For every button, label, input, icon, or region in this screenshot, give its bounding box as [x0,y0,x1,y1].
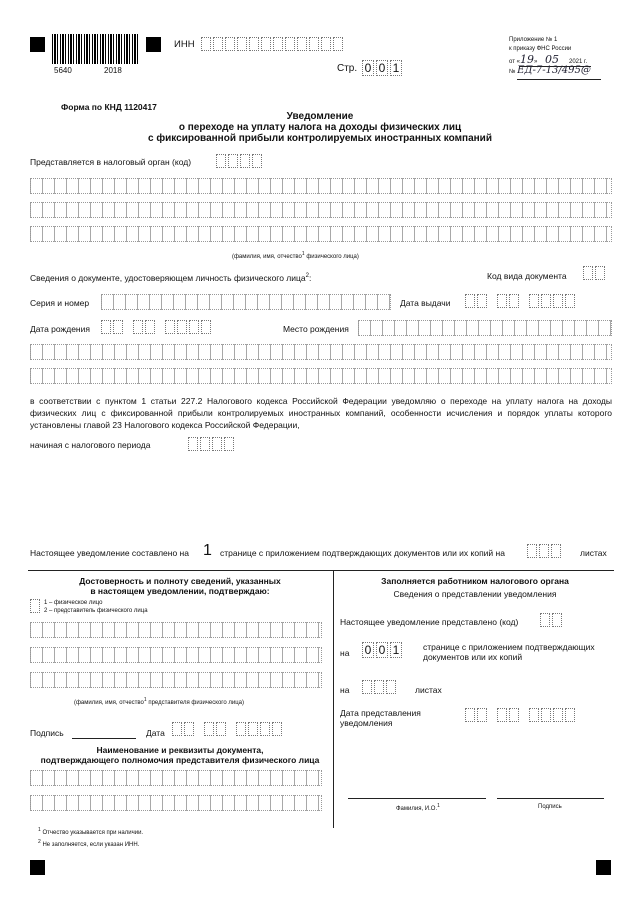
footnote-2 [38,838,139,849]
birth-date-label: Дата рождения [30,324,90,334]
confirmer-type-field[interactable] [30,599,42,613]
footnote-2-sup: 2 [38,839,41,845]
rep-fio-caption-sup: 1 [143,697,147,703]
officer-signature-caption: Подпись [538,804,562,810]
inn-field[interactable] [201,37,345,51]
officer-fio-sup: 1 [437,803,440,809]
id-doc-sup: 2 [305,273,309,279]
birth-place-field-2[interactable] [30,344,612,360]
birth-place-field-3[interactable] [30,368,612,384]
rep-fio-row-2[interactable] [30,647,322,663]
fio-row-1[interactable] [30,178,612,194]
corner-marker-bottom-left [30,860,45,875]
rep-fio-row-1[interactable] [30,622,322,638]
fio-row-2[interactable] [30,202,612,218]
on-label-2: на [340,685,350,695]
corner-marker-top-mid [146,37,161,52]
submitted-pages-field[interactable] [362,642,404,658]
birth-date-field[interactable] [101,320,213,334]
form-title-2: о переходе на уплату налога на доходы физических лиц [178,122,462,133]
rep-fio-caption-tail: представителя физического лица) [148,700,244,706]
appendix-number [509,67,591,76]
appendix-date-month: 05 [544,53,559,66]
submitted-sheets-field[interactable] [362,680,398,694]
pages-statement-3: листах [580,548,607,558]
appendix-title: Приложение № 1 [509,37,558,43]
officer-fio-text: Фамилия, И.О. [396,806,438,812]
appendix-date-mid: » [533,59,538,65]
section-divider [28,570,614,571]
option-individual: 1 – физическое лицо [44,600,103,606]
body-text: в соответствии с пунктом 1 статьи 227.2 Налогового кодекса Российской Федерации уведомляю о переходе на уплату налога на доходы физических лиц с фиксированной прибыли контролируемых иностранных компаний, особенности исчисления и порядок уплаты которого установлены главой 23 Налогового кодекса Российской Федерации, [30,396,612,430]
pages-statement-1: Настоящее уведомление составлено на [30,548,189,558]
appendix-number-prefix: № [509,69,516,75]
form-title-3: с фиксированной прибыли контролируемых иностранных компаний [148,133,492,144]
submitted-page-digit: 0 [362,642,374,658]
barcode [52,34,140,64]
birth-place-label: Место рождения [283,324,349,334]
tax-officer-subtitle: Сведения о представлении уведомления [393,589,557,599]
period-label: начиная с налогового периода [30,440,151,450]
confirm-title-1: Достоверность и полноту сведений, указанных [79,576,281,586]
inn-label: ИНН [174,39,195,50]
authority-doc-row-1[interactable] [30,770,322,786]
column-divider [333,570,334,828]
appendix-date-year: 2021 г. [568,59,588,65]
doc-type-code-label: Код вида документа [487,271,567,281]
fio-row-3[interactable] [30,226,612,242]
corner-marker-bottom-right [596,860,611,875]
fio-caption-text: (фамилия, имя, отчество [232,254,302,260]
barcode-number-left: 5640 [54,66,72,75]
fio-caption [232,250,359,261]
rep-fio-row-3[interactable] [30,672,322,688]
series-number-field[interactable] [101,294,391,310]
officer-fio-line[interactable] [348,798,486,799]
officer-signature-line[interactable] [497,798,604,799]
issue-date-field[interactable] [465,294,577,308]
birth-place-field-1[interactable] [358,320,612,336]
appendix-number-underline [517,79,601,80]
submitted-pages-text-2: документов или их копий [423,652,523,662]
authority-doc-title-2: подтверждающего полномочия представителя физического лица [40,755,320,765]
authority-doc-row-2[interactable] [30,795,322,811]
page-label: Стр. [337,63,358,74]
authority-doc-title-1: Наименование и реквизиты документа, [96,745,264,755]
option-representative: 2 – представитель физического лица [44,608,148,614]
submitted-page-digit: 1 [390,642,402,658]
pages-attachments-field[interactable] [527,544,563,558]
rep-fio-caption [74,696,244,707]
form-title-1: Уведомление [286,111,354,122]
submission-date-field[interactable] [465,708,577,722]
fio-caption-sup: 1 [301,251,305,257]
appendix-number-value: ЕД-7-13/495@ [517,65,591,76]
officer-fio-caption [396,802,440,813]
tax-authority-label: Представляется в налоговый орган (код) [30,157,192,167]
submitted-code-label: Настоящее уведомление представлено (код) [340,617,519,627]
pages-statement-2: странице с приложением подтверждающих документов или их копий на [220,548,505,558]
footnote-1-text: Отчество указывается при наличии. [42,830,144,836]
series-number-label: Серия и номер [30,298,90,308]
page-digit: 1 [390,60,402,76]
id-doc-label [30,271,311,283]
confirm-title-2: в настоящем уведомлении, подтверждаю: [90,586,270,596]
footnote-1-sup: 1 [38,827,41,833]
pages-value: 1 [203,542,212,559]
page-digit: 0 [376,60,388,76]
tax-authority-code-field[interactable] [216,154,264,168]
id-doc-colon: : [308,272,312,283]
confirm-date-field[interactable] [172,722,284,736]
appendix-date-day: 19 [519,53,534,66]
appendix-order: к приказу ФНС России [509,46,572,52]
date-label: Дата [146,728,165,738]
footnote-2-text: Не заполняется, если указан ИНН. [42,842,140,848]
rep-fio-caption-text: (фамилия, имя, отчество [74,700,144,706]
page-number-field[interactable] [362,60,404,76]
form-code: Форма по КНД 1120417 [61,102,157,112]
signature-line[interactable] [72,738,136,739]
submission-date-label-1: Дата представления [340,708,421,718]
doc-type-code-field[interactable] [583,266,607,280]
appendix-date-prefix: от « [509,59,520,65]
on-label: на [340,648,350,658]
issue-date-label: Дата выдачи [400,298,451,308]
page-digit: 0 [362,60,374,76]
sheets-label: листах [415,685,442,695]
submitted-page-digit: 0 [376,642,388,658]
corner-marker-top-left [30,37,45,52]
barcode-number-right: 2018 [104,66,122,75]
submitted-code-field[interactable] [540,613,564,627]
id-doc-label-text: Сведения о документе, удостоверяющем личность физического лица [30,272,306,283]
tax-officer-title: Заполняется работником налогового органа [381,576,569,586]
period-field[interactable] [188,437,236,451]
footnote-1 [38,826,143,837]
signature-label: Подпись [30,728,64,738]
fio-caption-tail: физического лица) [306,254,359,260]
submission-date-label-2: уведомления [340,718,393,728]
submitted-pages-text-1: странице с приложением подтверждающих [423,642,595,652]
